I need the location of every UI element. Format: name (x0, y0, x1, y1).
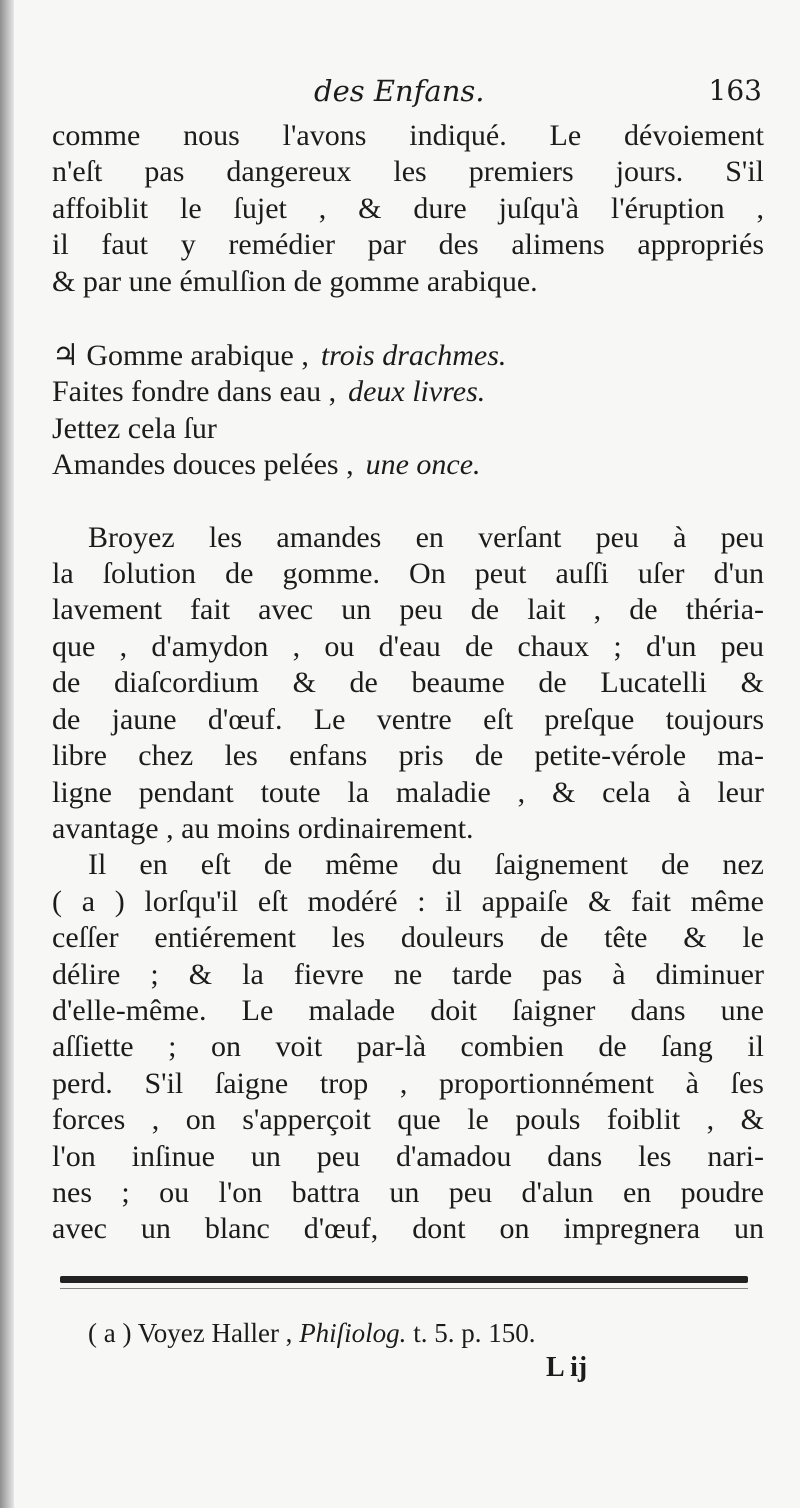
recipe-ingredient: Faites fondre dans eau , (52, 375, 337, 409)
footnote-rule (60, 1276, 748, 1283)
recipe-line (52, 338, 764, 374)
text-line: nes ; ou l'on battra un peu d'alun en poudre (52, 1175, 764, 1209)
recipe-line (52, 447, 764, 483)
text-line: la ſolution de gomme. On peut auſſi uſer d'un (52, 557, 764, 591)
recipe-quantity: deux livres. (348, 375, 486, 409)
text-line: comme nous l'avons indiqué. Le dévoiement (52, 119, 764, 152)
recipe-quantity (217, 411, 229, 447)
running-head: des Enfans. (314, 74, 485, 108)
text-line: Broyez les amandes en verſant peu à peu (88, 520, 764, 554)
recipe-ingredient: ♃ Gomme arabique , (52, 339, 309, 373)
text-line: affoiblit le ſujet , & dure juſqu'à l'éruption , (52, 191, 764, 225)
text-line: l'on inſinue un peu d'amadou dans les nari- (52, 1139, 764, 1173)
footnote-reference: t. 5. p. 150. (413, 1318, 536, 1348)
text-line: ligne pendant toute la maladie , & cela à leur (52, 775, 764, 809)
recipe-line (52, 411, 764, 447)
text-line: que , d'amydon , ou d'eau de chaux ; d'un peu (52, 629, 764, 663)
text-line: perd. S'il ſaigne trop , proportionnément à ſes (52, 1066, 764, 1100)
paragraph-1 (52, 118, 764, 300)
page-number: 163 (708, 74, 762, 107)
signature-mark: L ij (546, 1352, 588, 1383)
text-line: Il en eſt de même du ſaignement de nez (88, 848, 764, 882)
text-line: d'elle-même. Le malade doit ſaigner dans une (52, 993, 764, 1027)
text-line: ceſſer entiérement les douleurs de tête & le (52, 921, 764, 955)
text-line: libre chez les enfans pris de petite-vérole ma- (52, 739, 764, 773)
text-line: de diaſcordium & de beaume de Lucatelli & (52, 666, 764, 700)
text-line: avec un blanc d'œuf, dont on impregnera un (52, 1212, 764, 1246)
text-line: aſſiette ; on voit par-là combien de ſang il (52, 1030, 764, 1064)
spacer (52, 300, 764, 338)
text-line: de jaune d'œuf. Le ventre eſt preſque toujours (52, 702, 764, 736)
paragraph-3 (52, 847, 764, 1247)
recipe-ingredient: Jettez cela ſur (52, 411, 217, 445)
text-line: il faut y remédier par des alimens appropriés (52, 228, 764, 262)
recipe-ingredient: Amandes douces pelées , (52, 448, 354, 482)
text-line: & par une émulſion de gomme arabique. (52, 264, 538, 298)
recipe-line (52, 374, 764, 410)
text-line: avantage , au moins ordinairement. (52, 811, 474, 845)
footnote-title: Phiſiolog. (299, 1318, 407, 1348)
recipe-quantity: trois drachmes. (320, 339, 507, 373)
recipe-block (52, 338, 764, 484)
text-line: n'eſt pas dangereux les premiers jours. S'il (52, 155, 764, 189)
paragraph-2 (52, 520, 764, 848)
page-body (52, 118, 764, 1248)
footnote-marker: ( a ) (88, 1318, 132, 1348)
text-line: forces , on s'apperçoit que le pouls foiblit , & (52, 1103, 764, 1137)
text-line: lavement fait avec un peu de lait , de théria- (52, 593, 764, 627)
page-header (50, 74, 762, 114)
footnote-rule-underline (60, 1288, 748, 1289)
footnote-text: Voyez Haller , (137, 1318, 293, 1348)
page-edge-shadow (0, 0, 14, 1508)
text-line: délire ; & la fievre ne tarde pas à diminuer (52, 957, 764, 991)
text-line: ( a ) lorſqu'il eſt modéré : il appaiſe & fait même (52, 884, 764, 918)
spacer (52, 484, 764, 520)
recipe-quantity: une once. (365, 448, 481, 482)
footnote (88, 1318, 535, 1349)
